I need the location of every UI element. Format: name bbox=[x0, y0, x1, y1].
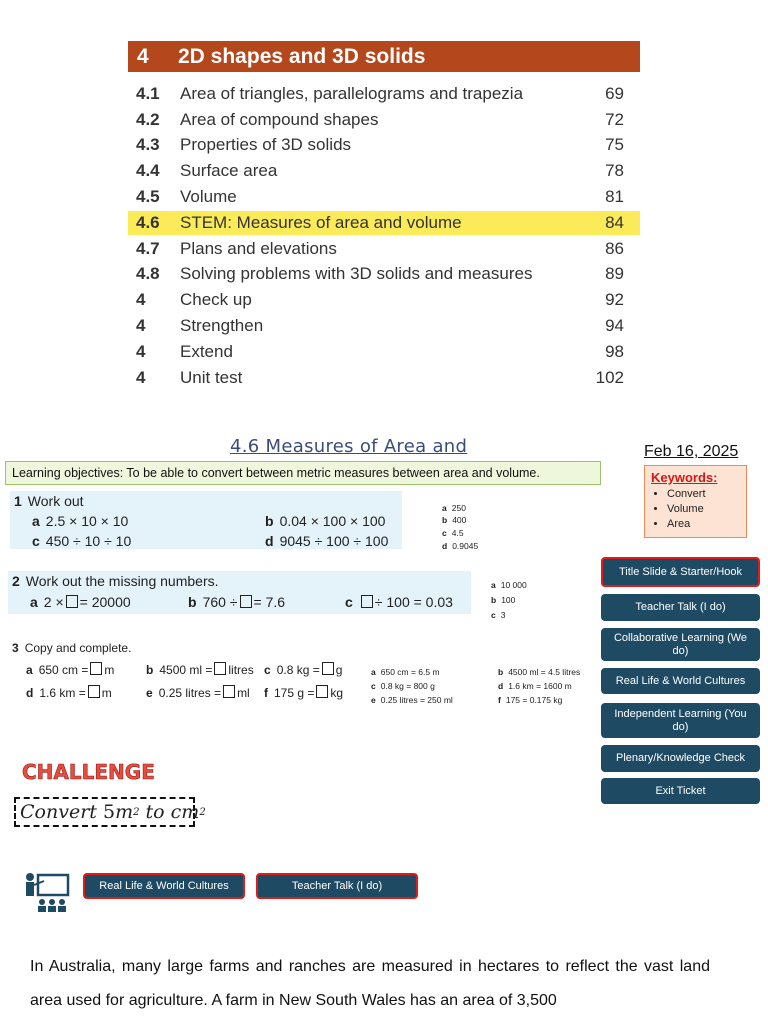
toc-section-title: Surface area bbox=[180, 161, 278, 180]
keyword-item: • Volume bbox=[667, 502, 740, 517]
toc-page-number: 81 bbox=[605, 187, 624, 206]
blank-box bbox=[223, 685, 235, 698]
nav-title-slide-button[interactable]: Title Slide & Starter/Hook bbox=[601, 557, 760, 587]
toc-page-number: 84 bbox=[605, 213, 624, 232]
toc-page-number: 92 bbox=[605, 290, 624, 309]
question-3c: c 0.8 kg = g bbox=[264, 663, 343, 677]
answer-2b: b 100 bbox=[491, 595, 516, 605]
toc-page-number: 78 bbox=[605, 161, 624, 180]
toc-section-title: Area of triangles, parallelograms and trapezia bbox=[180, 84, 524, 103]
answer-3d: d 1.6 km = 1600 m bbox=[498, 681, 572, 691]
keywords-box bbox=[644, 465, 747, 538]
toc-page-number: 69 bbox=[605, 84, 624, 103]
toc-section-number: 4.4 bbox=[136, 161, 160, 180]
toc-row[interactable] bbox=[128, 262, 640, 286]
question-3a: a 650 cm = m bbox=[26, 663, 115, 677]
context-paragraph: In Australia, many large farms and ranches are measured in hectares to reflect the vast land area used for agriculture. A farm in New South Wales has an area of 3,500 bbox=[30, 958, 710, 1009]
toc-section-title: Plans and elevations bbox=[180, 239, 337, 258]
answer-2a: a 10 000 bbox=[491, 580, 527, 590]
blank-box bbox=[88, 685, 100, 698]
answer-3a: a 650 cm = 6.5 m bbox=[371, 667, 440, 677]
answer-1a: a 250 bbox=[442, 503, 466, 513]
nav-teacher-talk-button[interactable]: Teacher Talk (I do) bbox=[601, 594, 760, 621]
toc-section-title: STEM: Measures of area and volume bbox=[180, 213, 462, 232]
nav-collaborative-learning-button[interactable]: Collaborative Learning (We do) bbox=[601, 628, 760, 661]
toc-row[interactable] bbox=[128, 237, 640, 261]
toc-section-title: Solving problems with 3D solids and measures bbox=[180, 264, 533, 283]
chapter-title: 2D shapes and 3D solids bbox=[178, 44, 426, 68]
keywords-title: Keywords: bbox=[651, 470, 718, 485]
toc-page-number: 98 bbox=[605, 342, 624, 361]
toc-section-number: 4.7 bbox=[136, 239, 160, 258]
toc-section-number: 4.1 bbox=[136, 84, 160, 103]
toc-page-number: 94 bbox=[605, 316, 624, 335]
question-1d: d 9045 ÷ 100 ÷ 100 bbox=[265, 533, 389, 549]
blank-box bbox=[214, 662, 226, 675]
toc-section-title: Unit test bbox=[180, 368, 243, 387]
keywords-list bbox=[651, 487, 740, 532]
question-3f: f 175 g = kg bbox=[264, 686, 344, 700]
toc-section-title: Volume bbox=[180, 187, 237, 206]
question-3d: d 1.6 km = m bbox=[26, 686, 112, 700]
teacher-presentation-icon bbox=[24, 871, 72, 918]
toc-section-number: 4.5 bbox=[136, 187, 160, 206]
real-life-tag-button[interactable]: Real Life & World Cultures bbox=[83, 873, 245, 899]
toc-section-title: Check up bbox=[180, 290, 252, 309]
toc-row[interactable] bbox=[128, 185, 640, 209]
toc-row[interactable] bbox=[128, 340, 640, 364]
answer-1c: c 4.5 bbox=[442, 528, 464, 538]
toc-page-number: 72 bbox=[605, 110, 624, 129]
answer-3b: b 4500 ml = 4.5 litres bbox=[498, 667, 581, 677]
question-1-prompt: 1 Work out bbox=[14, 493, 84, 509]
toc-row[interactable] bbox=[128, 108, 640, 132]
toc-row[interactable] bbox=[128, 133, 640, 157]
answer-3e: e 0.25 litres = 250 ml bbox=[371, 695, 453, 705]
challenge-question: Convert 5 m 2 to cm 2 bbox=[14, 797, 195, 827]
nav-exit-ticket-button[interactable]: Exit Ticket bbox=[601, 778, 760, 804]
teacher-talk-tag-button[interactable]: Teacher Talk (I do) bbox=[256, 873, 418, 899]
blank-box bbox=[322, 662, 334, 675]
toc-row[interactable] bbox=[128, 366, 640, 390]
toc-row-highlighted[interactable] bbox=[128, 211, 640, 235]
answer-2c: c 3 bbox=[491, 610, 506, 620]
toc-section-number: 4.8 bbox=[136, 264, 160, 283]
blank-box bbox=[66, 595, 78, 608]
question-3-prompt: 3 Copy and complete. bbox=[12, 641, 132, 655]
toc-section-number: 4 bbox=[136, 368, 146, 387]
blank-box bbox=[240, 595, 252, 608]
question-2b: b 760 ÷ = 7.6 bbox=[188, 594, 286, 610]
toc-page-number: 89 bbox=[605, 264, 624, 283]
chapter-header bbox=[128, 41, 640, 72]
toc-page-number: 102 bbox=[595, 368, 624, 387]
toc-section-title: Strengthen bbox=[180, 316, 264, 335]
answer-1d: d 0.9045 bbox=[442, 541, 479, 551]
question-3b: b 4500 ml = litres bbox=[146, 663, 254, 677]
toc-section-number: 4.6 bbox=[136, 213, 160, 232]
challenge-logo bbox=[20, 757, 160, 792]
blank-box bbox=[90, 662, 102, 675]
question-2-prompt: 2 Work out the missing numbers. bbox=[12, 573, 219, 589]
blank-box bbox=[361, 595, 373, 608]
blank-box bbox=[316, 685, 328, 698]
learning-objectives: Learning objectives: To be able to convert between metric measures between area and volume. bbox=[5, 461, 601, 485]
answer-1b: b 400 bbox=[442, 515, 467, 525]
chapter-number: 4 bbox=[137, 44, 149, 68]
toc-row[interactable] bbox=[128, 159, 640, 183]
question-2a: a 2 × = 20000 bbox=[30, 594, 131, 610]
keyword-item: • Area bbox=[667, 517, 740, 532]
toc-row[interactable] bbox=[128, 314, 640, 338]
lesson-date: Feb 16, 2025 bbox=[644, 443, 739, 460]
toc-section-number: 4.3 bbox=[136, 135, 160, 154]
nav-plenary-button[interactable]: Plenary/Knowledge Check bbox=[601, 745, 760, 772]
question-1c: c 450 ÷ 10 ÷ 10 bbox=[32, 533, 132, 549]
toc-row[interactable] bbox=[128, 82, 640, 106]
toc-section-number: 4 bbox=[136, 316, 146, 335]
toc-section-number: 4 bbox=[136, 290, 146, 309]
keyword-item: • Convert bbox=[667, 487, 740, 502]
toc-section-number: 4 bbox=[136, 342, 146, 361]
toc-section-title: Area of compound shapes bbox=[180, 110, 379, 129]
toc-page-number: 75 bbox=[605, 135, 624, 154]
toc-page-number: 86 bbox=[605, 239, 624, 258]
answer-3f: f 175 = 0.175 kg bbox=[498, 695, 563, 705]
question-1a: a 2.5 × 10 × 10 bbox=[32, 513, 129, 529]
svg-text:CHALLENGE: CHALLENGE bbox=[22, 760, 155, 784]
nav-real-life-button[interactable]: Real Life & World Cultures bbox=[601, 668, 760, 694]
nav-independent-learning-button[interactable]: Independent Learning (You do) bbox=[601, 703, 760, 738]
lesson-title: 4.6 Measures of Area and bbox=[230, 436, 468, 457]
toc-section-title: Properties of 3D solids bbox=[180, 135, 352, 154]
answer-3c: c 0.8 kg = 800 g bbox=[371, 681, 435, 691]
toc-section-number: 4.2 bbox=[136, 110, 160, 129]
toc-section-title: Extend bbox=[180, 342, 233, 361]
toc-row[interactable] bbox=[128, 288, 640, 312]
question-2c: c ÷ 100 = 0.03 bbox=[345, 594, 453, 610]
question-1b: b 0.04 × 100 × 100 bbox=[265, 513, 386, 529]
question-3e: e 0.25 litres = ml bbox=[146, 686, 250, 700]
